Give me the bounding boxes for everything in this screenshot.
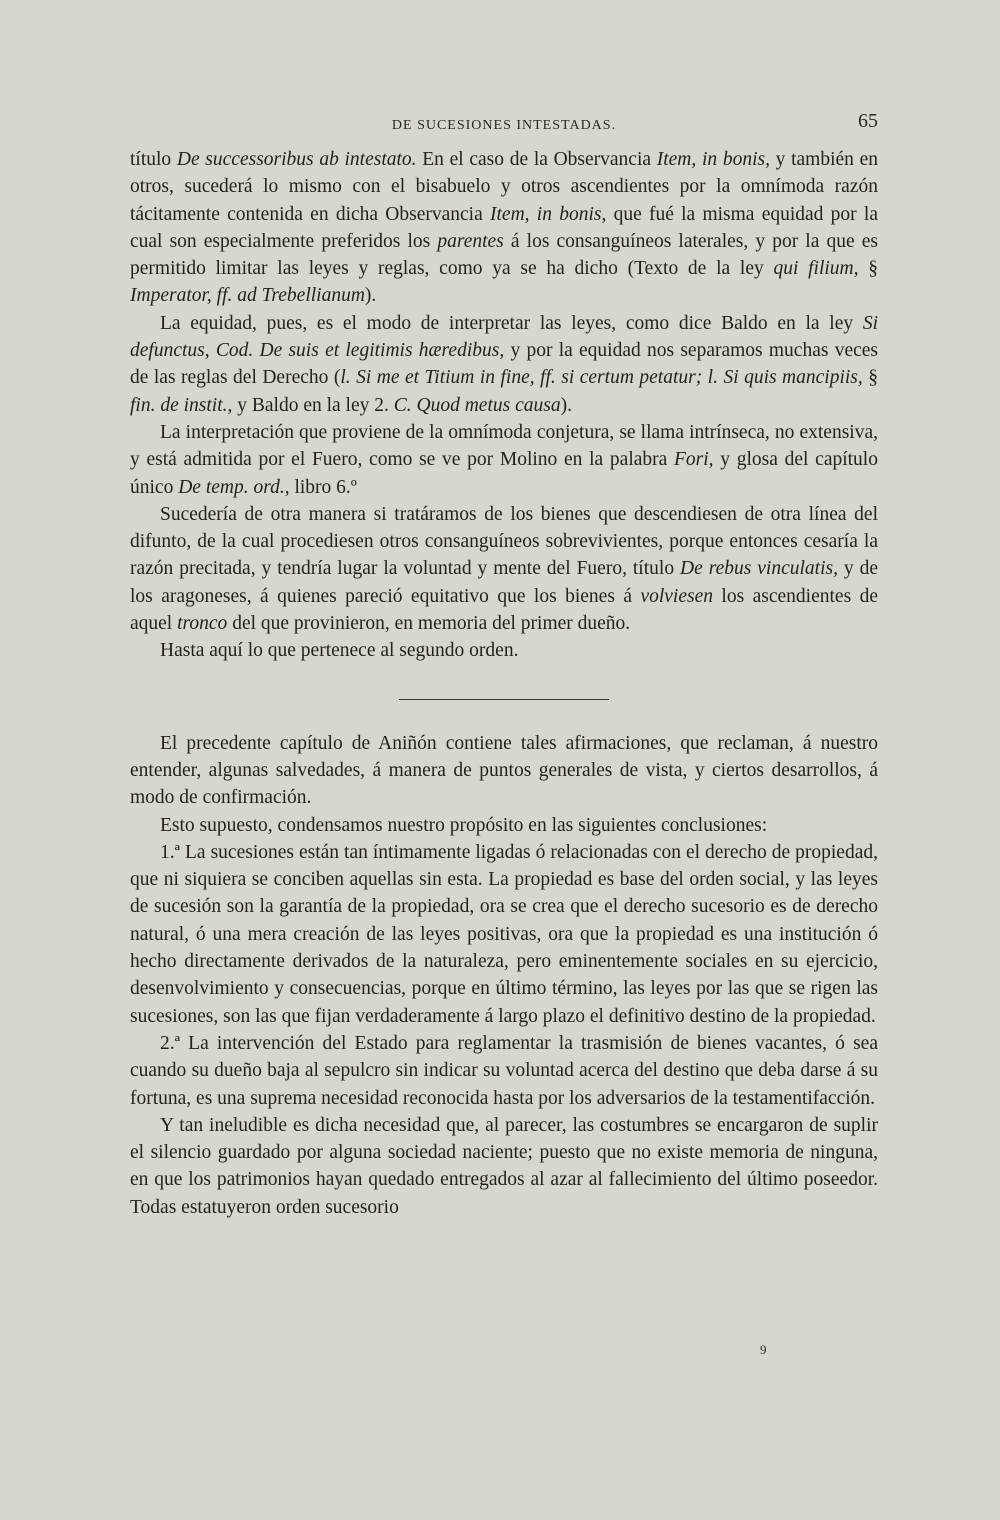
italic-text: qui filium, xyxy=(773,258,859,280)
text-run: Sucedería de otra manera si tratáramos de los bienes que descendiesen de otra línea del difunto, de la cual procediesen otros consanguíneos sobrevivientes, porque entonces cesaría la razón precitada, y tendría lugar la voluntad y mente del Fuero, título xyxy=(130,503,878,580)
text-run: Esto supuesto, condensamos nuestro propósito en las siguientes conclusiones: xyxy=(160,814,768,836)
paragraph xyxy=(130,812,878,839)
text-run: Y tan ineludible es dicha necesidad que, al parecer, las costumbres se encargaron de suplir el silencio guardado por alguna sociedad naciente; puesto que no existe memoria de ninguna, en que los patrimonios hayan quedado entregados al azar al fallecimiento del último poseedor. Todas estatuyeron orden sucesorio xyxy=(130,1114,878,1218)
italic-text: Imperator, ff. ad Trebellianum xyxy=(130,285,365,307)
italic-text: C. Quod metus causa xyxy=(393,394,561,416)
paragraph xyxy=(130,146,878,310)
text-run: , y Baldo en la ley 2. xyxy=(227,394,394,416)
text-run: La interpretación que proviene de la omnímoda conjetura, se llama intrínseca, no extensiva, y está admitida por el Fuero, como se ve por Molino en la palabra xyxy=(130,421,878,471)
italic-text: De successoribus ab intestato. xyxy=(176,149,417,170)
paragraph xyxy=(130,501,878,637)
paragraph xyxy=(130,1112,878,1221)
italic-text: volviesen xyxy=(640,585,713,607)
italic-text: Fori, xyxy=(674,449,714,471)
paragraph xyxy=(130,419,878,501)
italic-text: tronco xyxy=(177,613,228,635)
text-run: los ascendientes de aquel xyxy=(130,585,878,635)
signature-mark: 9 xyxy=(760,1342,767,1357)
italic-text: l. Si me et Titium in fine, ff. si certum petatur; l. Si quis mancipiis, xyxy=(340,367,863,389)
text-run: § xyxy=(862,367,879,389)
text-run: 2.ª La intervención del Estado para reglamentar la trasmisión de bienes vacantes, ó sea cuando su dueño baja al sepulcro sin indicar su voluntad acerca del destino que deba darse á su fortuna, es una suprema necesidad reconocida hasta por los adversarios de la testamentifacción. xyxy=(130,1032,878,1109)
paragraph xyxy=(130,1030,878,1112)
italic-text: parentes xyxy=(437,230,504,252)
italic-text: De temp. ord., xyxy=(178,476,290,498)
italic-text: Item, in bonis, xyxy=(490,203,607,225)
italic-text: fin. de instit. xyxy=(130,394,228,416)
italic-text: De rebus vinculatis, xyxy=(680,558,838,580)
running-title: DE SUCESIONES INTESTADAS. xyxy=(391,118,617,133)
paragraph xyxy=(130,310,878,419)
text-run: y también en otros, sucederá lo mismo con el bisabuelo y otros ascendientes por la omnímoda razón tácitamente contenida en dicha Observancia xyxy=(130,149,879,225)
text-run: 1.ª La sucesiones están tan íntimamente ligadas ó relacionadas con el derecho de propiedad, que ni siquiera se conciben aquellas sin esta. La propiedad es base del orden social, y las leyes de sucesión son la garantía de la propiedad, ora se crea que el derecho sucesorio es de derecho natural, ó una mera creación de las leyes positivas, ora que la propiedad es una institución ó hecho directamente derivados de la naturaleza, pero eminentemente sociales en su ejercicio, desenvolvimiento y consecuencias, porque en último término, las leyes por las que se rigen las sucesiones, son las que fijan verdaderamente á largo plazo el definitivo destino de la propiedad. xyxy=(130,841,878,1027)
page-header xyxy=(130,108,878,138)
text-run: título xyxy=(130,149,177,170)
page-number: 65 xyxy=(858,110,878,132)
text-run: y glosa del capítulo único xyxy=(130,449,878,498)
text-run: del que provinieron, en memoria del primer dueño. xyxy=(227,613,631,635)
text-run: y de los aragoneses, á quienes pareció equitativo que los bienes á xyxy=(130,558,879,607)
paragraph xyxy=(130,637,878,664)
text-run: y por la equidad nos separamos muchas veces de las reglas del Derecho ( xyxy=(130,340,879,389)
text-run: que fué la misma equidad por la cual son especialmente preferidos los xyxy=(130,203,878,252)
paragraph xyxy=(130,730,878,812)
text-run: La equidad, pues, es el modo de interpretar las leyes, como dice Baldo en la ley xyxy=(160,312,863,334)
body-text xyxy=(130,146,878,1221)
text-run: libro 6.º xyxy=(289,476,357,498)
text-run: Hasta aquí lo que pertenece al segundo orden. xyxy=(160,640,519,662)
italic-text: Item, in bonis, xyxy=(656,149,770,170)
paragraphs-section-2 xyxy=(130,730,878,1221)
italic-text: Si defunctus, Cod. De suis et legitimis hæredibus, xyxy=(130,312,878,362)
text-run: § xyxy=(858,258,879,280)
text-run: ). xyxy=(364,285,377,307)
text-run: á los consanguíneos laterales, y por la que es permitido limitar las leyes y reglas, como ya se ha dicho (Texto de la ley xyxy=(130,230,878,280)
text-run: ). xyxy=(560,394,572,416)
text-run: En el caso de la Observancia xyxy=(416,149,657,170)
section-divider xyxy=(399,699,609,700)
paragraph xyxy=(130,839,878,1030)
text-run: El precedente capítulo de Aniñón contiene tales afirmaciones, que reclaman, á nuestro entender, algunas salvedades, á manera de puntos generales de vista, y ciertos desarrollos, á modo de confirmación. xyxy=(130,732,878,809)
paragraphs-section-1 xyxy=(130,146,878,665)
